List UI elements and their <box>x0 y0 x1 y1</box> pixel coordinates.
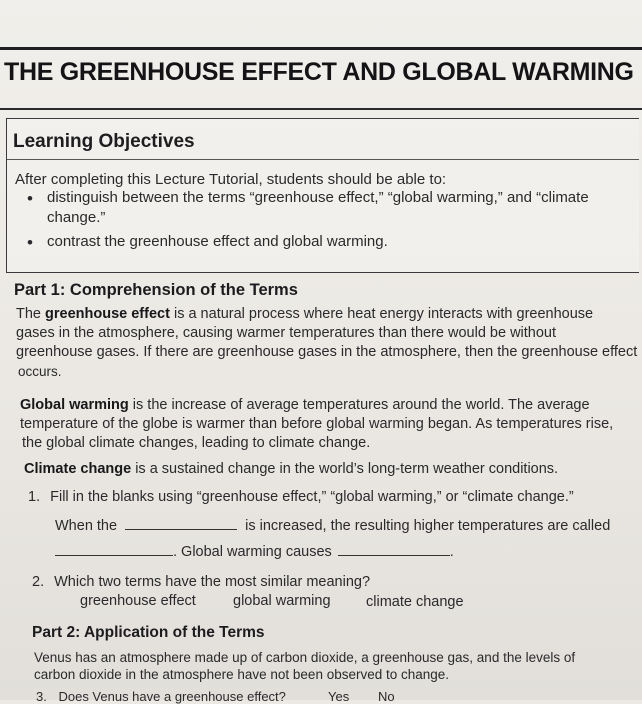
option-no[interactable]: No <box>378 689 395 704</box>
paragraph-line: Venus has an atmosphere made up of carbon dioxide, a greenhouse gas, and the levels of <box>34 650 576 665</box>
paragraph-text: The <box>16 306 41 322</box>
paragraph-line: temperature of the globe is warmer than before global warming began. As temperatures rise, <box>20 416 614 432</box>
term-greenhouse-effect: greenhouse effect <box>45 306 170 322</box>
paragraph-text: is a sustained change in the world’s long-term weather conditions. <box>135 461 559 477</box>
part2-heading: Part 2: Application of the Terms <box>32 624 265 641</box>
fill-text: . Global warming causes <box>173 544 332 560</box>
page-title: THE GREENHOUSE EFFECT AND GLOBAL WARMING <box>4 58 634 86</box>
paragraph-line: greenhouse gases. If there are greenhouse gases in the atmosphere, then the greenhouse effect <box>16 344 638 360</box>
blank-field[interactable] <box>338 541 450 556</box>
paragraph-line: gases in the atmosphere, causing warmer temperatures than there would be without <box>16 325 557 341</box>
question-text: Does Venus have a greenhouse effect? <box>58 689 286 704</box>
bullet-icon: • <box>27 189 33 208</box>
paragraph-text: is a natural process where heat energy interacts with greenhouse <box>173 306 594 322</box>
part1-heading: Part 1: Comprehension of the Terms <box>14 281 298 299</box>
objective-line: change.” <box>47 209 106 226</box>
top-rule <box>0 47 642 50</box>
question-text: Which two terms have the most similar meaning? <box>54 574 371 590</box>
question-number: 1. <box>28 489 41 505</box>
learning-objectives-box <box>6 118 639 273</box>
question-number: 3. <box>36 689 47 704</box>
term-global-warming: Global warming <box>20 397 129 413</box>
blank-field[interactable] <box>125 515 237 530</box>
option-greenhouse-effect[interactable]: greenhouse effect <box>80 593 196 609</box>
question-number: 2. <box>32 574 45 590</box>
objective-item <box>27 189 589 208</box>
option-global-warming[interactable]: global warming <box>233 593 331 609</box>
objectives-heading: Learning Objectives <box>13 131 195 152</box>
fill-text: When the <box>55 518 118 534</box>
term-climate-change: Climate change <box>24 461 132 477</box>
paragraph-line: occurs. <box>18 364 62 379</box>
paragraph-line: carbon dioxide in the atmosphere have not been observed to change. <box>34 667 450 682</box>
objectives-intro: After completing this Lecture Tutorial, students should be able to: <box>15 171 447 188</box>
objective-line: contrast the greenhouse effect and global warming. <box>47 233 388 250</box>
blank-field[interactable] <box>55 541 173 556</box>
fill-text: . <box>449 544 454 560</box>
option-yes[interactable]: Yes <box>328 689 350 704</box>
paragraph-text: is the increase of average temperatures around the world. The average <box>132 397 590 413</box>
objective-item <box>27 233 388 252</box>
objective-line: distinguish between the terms “greenhouse effect,” “global warming,” and “climate <box>47 189 589 206</box>
fill-text: is increased, the resulting higher temperatures are called <box>245 518 611 534</box>
objectives-rule <box>7 159 639 160</box>
option-climate-change[interactable]: climate change <box>366 594 464 610</box>
objective-item-continued <box>47 209 105 226</box>
title-rule <box>0 108 642 110</box>
paragraph-line: the global climate changes, leading to climate change. <box>22 435 371 451</box>
bullet-icon: • <box>27 233 33 252</box>
question-text: Fill in the blanks using “greenhouse effect,” “global warming,” or “climate change.” <box>50 489 574 505</box>
